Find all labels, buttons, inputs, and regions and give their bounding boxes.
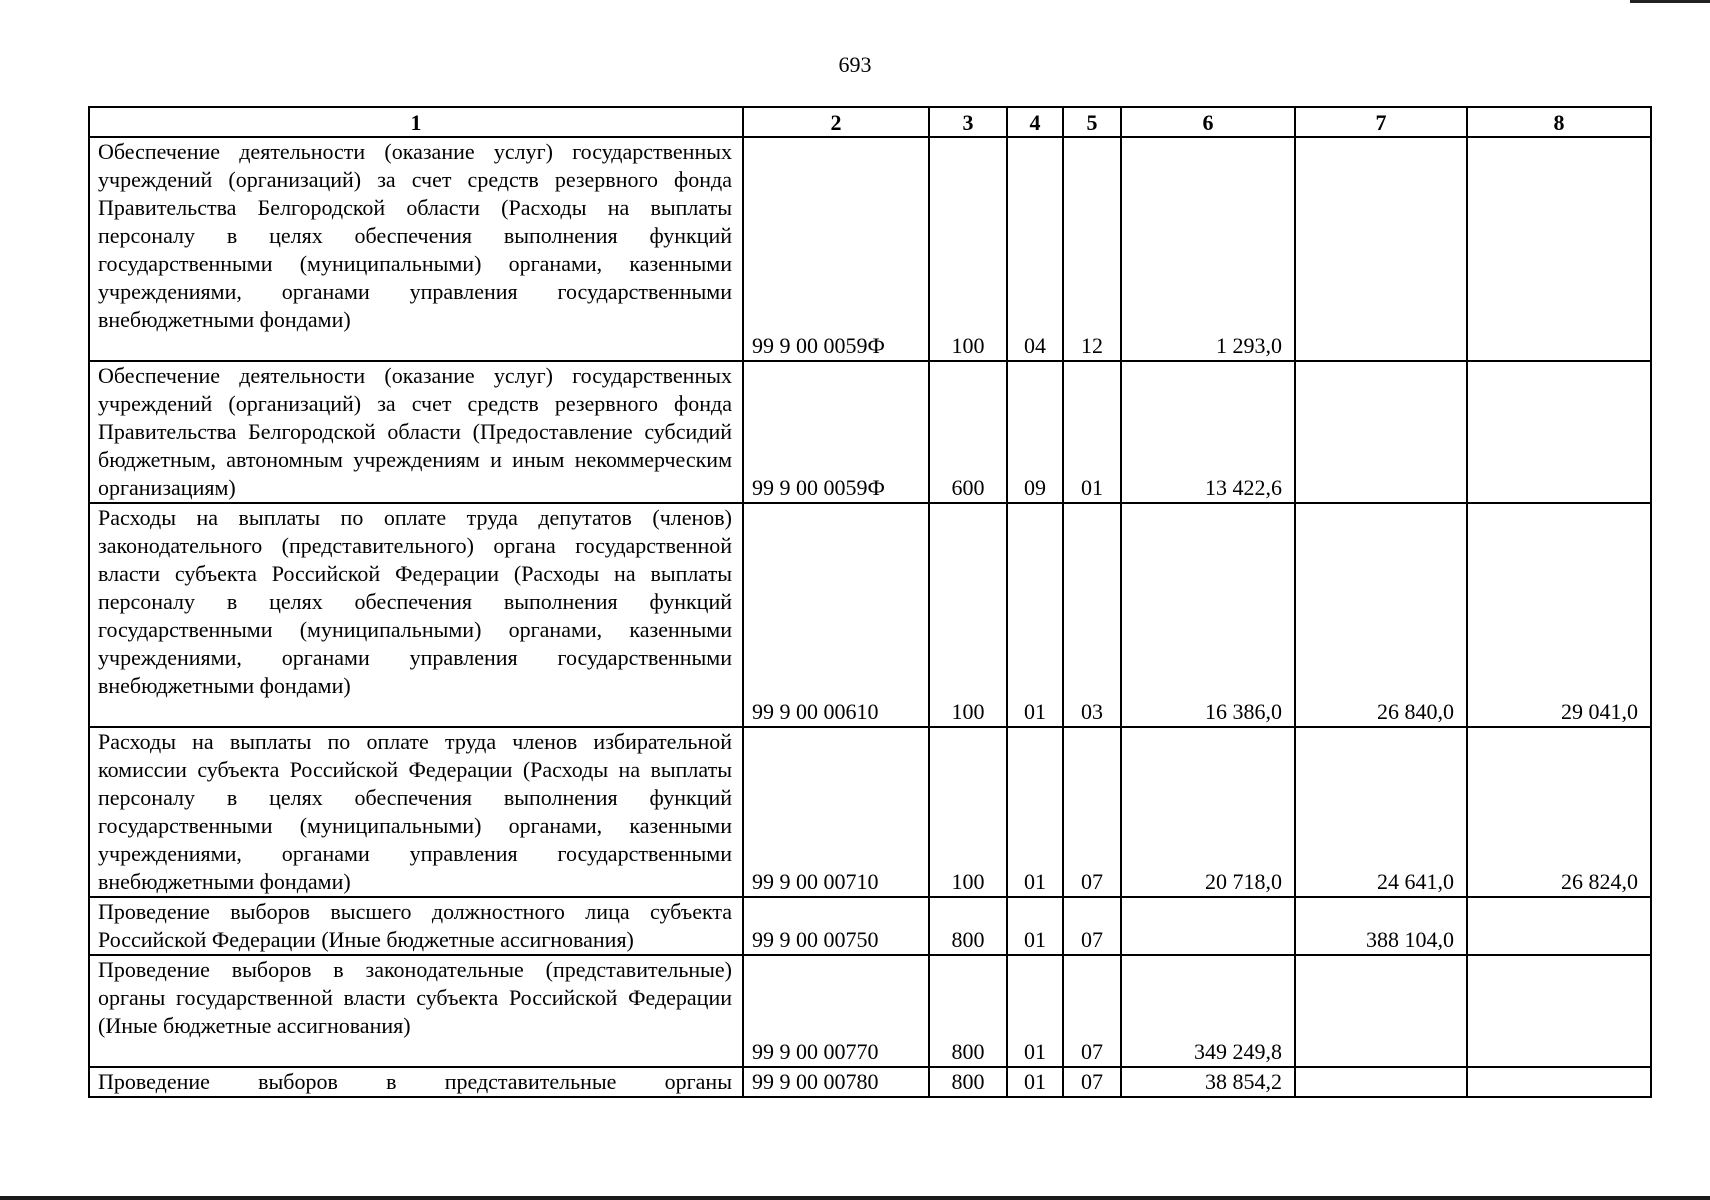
row-col8: 29 041,0 bbox=[1467, 503, 1651, 727]
row-col5: 07 bbox=[1063, 897, 1121, 955]
row-col6: 349 249,8 bbox=[1121, 955, 1295, 1067]
row-code: 99 9 00 00750 bbox=[743, 897, 929, 955]
row-description: Обеспечение деятельности (оказание услуг) государственных учреждений (организаций) за счет средств резервного фонда Правительства Белгородской области (Расходы на выплаты персоналу в целях обеспечения выполнения функций государственными (муниципальными) органами, казенными учреждениями, органами управления государственными внебюджетными фондами) bbox=[89, 137, 743, 361]
row-description: Проведение выборов в законодательные (представительные) органы государственной власти субъекта Российской Федерации (Иные бюджетные ассигнования) bbox=[89, 955, 743, 1067]
table-row bbox=[89, 897, 1651, 955]
header-cell-5: 5 bbox=[1063, 107, 1121, 137]
row-col4: 04 bbox=[1007, 137, 1063, 361]
table-row bbox=[89, 503, 1651, 727]
row-col4: 01 bbox=[1007, 897, 1063, 955]
row-col4: 09 bbox=[1007, 361, 1063, 503]
row-col3: 800 bbox=[929, 897, 1007, 955]
table-row bbox=[89, 1067, 1651, 1097]
row-col5: 03 bbox=[1063, 503, 1121, 727]
row-code: 99 9 00 00770 bbox=[743, 955, 929, 1067]
header-cell-2: 2 bbox=[743, 107, 929, 137]
row-col3: 800 bbox=[929, 1067, 1007, 1097]
row-code: 99 9 00 00610 bbox=[743, 503, 929, 727]
row-col4: 01 bbox=[1007, 727, 1063, 897]
row-col7: 388 104,0 bbox=[1295, 897, 1467, 955]
header-cell-3: 3 bbox=[929, 107, 1007, 137]
row-col4: 01 bbox=[1007, 955, 1063, 1067]
row-description: Расходы на выплаты по оплате труда депутатов (членов) законодательного (представительного) органа государственной власти субъекта Российской Федерации (Расходы на выплаты персоналу в целях обеспечения выполнения функций государственными (муниципальными) органами, казенными учреждениями, органами управления государственными внебюджетными фондами) bbox=[89, 503, 743, 727]
row-col7 bbox=[1295, 361, 1467, 503]
row-description: Расходы на выплаты по оплате труда членов избирательной комиссии субъекта Российской Федерации (Расходы на выплаты персоналу в целях обеспечения выполнения функций государственными (муниципальными) органами, казенными учреждениями, органами управления государственными внебюджетными фондами) bbox=[89, 727, 743, 897]
row-col3: 100 bbox=[929, 503, 1007, 727]
header-cell-8: 8 bbox=[1467, 107, 1651, 137]
row-col8 bbox=[1467, 955, 1651, 1067]
row-col6: 13 422,6 bbox=[1121, 361, 1295, 503]
row-col6: 1 293,0 bbox=[1121, 137, 1295, 361]
budget-table bbox=[88, 106, 1652, 1098]
row-description: Проведение выборов в представительные органы bbox=[89, 1067, 743, 1097]
row-col5: 12 bbox=[1063, 137, 1121, 361]
page-number bbox=[0, 52, 1710, 78]
row-col8: 26 824,0 bbox=[1467, 727, 1651, 897]
row-code: 99 9 00 0059Ф bbox=[743, 137, 929, 361]
row-col7: 24 641,0 bbox=[1295, 727, 1467, 897]
row-code: 99 9 00 00780 bbox=[743, 1067, 929, 1097]
row-description: Проведение выборов высшего должностного лица субъекта Российской Федерации (Иные бюджетные ассигнования) bbox=[89, 897, 743, 955]
row-col8 bbox=[1467, 897, 1651, 955]
table-row bbox=[89, 727, 1651, 897]
row-col6 bbox=[1121, 897, 1295, 955]
header-cell-7: 7 bbox=[1295, 107, 1467, 137]
row-col7: 26 840,0 bbox=[1295, 503, 1467, 727]
row-col3: 800 bbox=[929, 955, 1007, 1067]
row-col8 bbox=[1467, 1067, 1651, 1097]
row-col5: 07 bbox=[1063, 1067, 1121, 1097]
row-col7 bbox=[1295, 1067, 1467, 1097]
row-col4: 01 bbox=[1007, 503, 1063, 727]
table-row bbox=[89, 361, 1651, 503]
header-cell-1: 1 bbox=[89, 107, 743, 137]
row-col7 bbox=[1295, 137, 1467, 361]
row-code: 99 9 00 00710 bbox=[743, 727, 929, 897]
row-description: Обеспечение деятельности (оказание услуг) государственных учреждений (организаций) за счет средств резервного фонда Правительства Белгородской области (Предоставление субсидий бюджетным, автономным учреждениям и иным некоммерческим организациям) bbox=[89, 361, 743, 503]
row-col3: 100 bbox=[929, 137, 1007, 361]
row-col8 bbox=[1467, 137, 1651, 361]
row-col6: 38 854,2 bbox=[1121, 1067, 1295, 1097]
row-col3: 100 bbox=[929, 727, 1007, 897]
row-col6: 16 386,0 bbox=[1121, 503, 1295, 727]
scan-edge-top bbox=[1630, 0, 1710, 3]
row-code: 99 9 00 0059Ф bbox=[743, 361, 929, 503]
page-number-text: 693 bbox=[838, 52, 872, 77]
row-col5: 07 bbox=[1063, 955, 1121, 1067]
row-col6: 20 718,0 bbox=[1121, 727, 1295, 897]
row-col3: 600 bbox=[929, 361, 1007, 503]
row-col4: 01 bbox=[1007, 1067, 1063, 1097]
row-col7 bbox=[1295, 955, 1467, 1067]
header-row bbox=[89, 107, 1651, 137]
scan-edge-bottom bbox=[0, 1196, 1710, 1200]
row-col5: 01 bbox=[1063, 361, 1121, 503]
header-cell-4: 4 bbox=[1007, 107, 1063, 137]
header-cell-6: 6 bbox=[1121, 107, 1295, 137]
table-row bbox=[89, 955, 1651, 1067]
row-col5: 07 bbox=[1063, 727, 1121, 897]
table-row bbox=[89, 137, 1651, 361]
row-col8 bbox=[1467, 361, 1651, 503]
